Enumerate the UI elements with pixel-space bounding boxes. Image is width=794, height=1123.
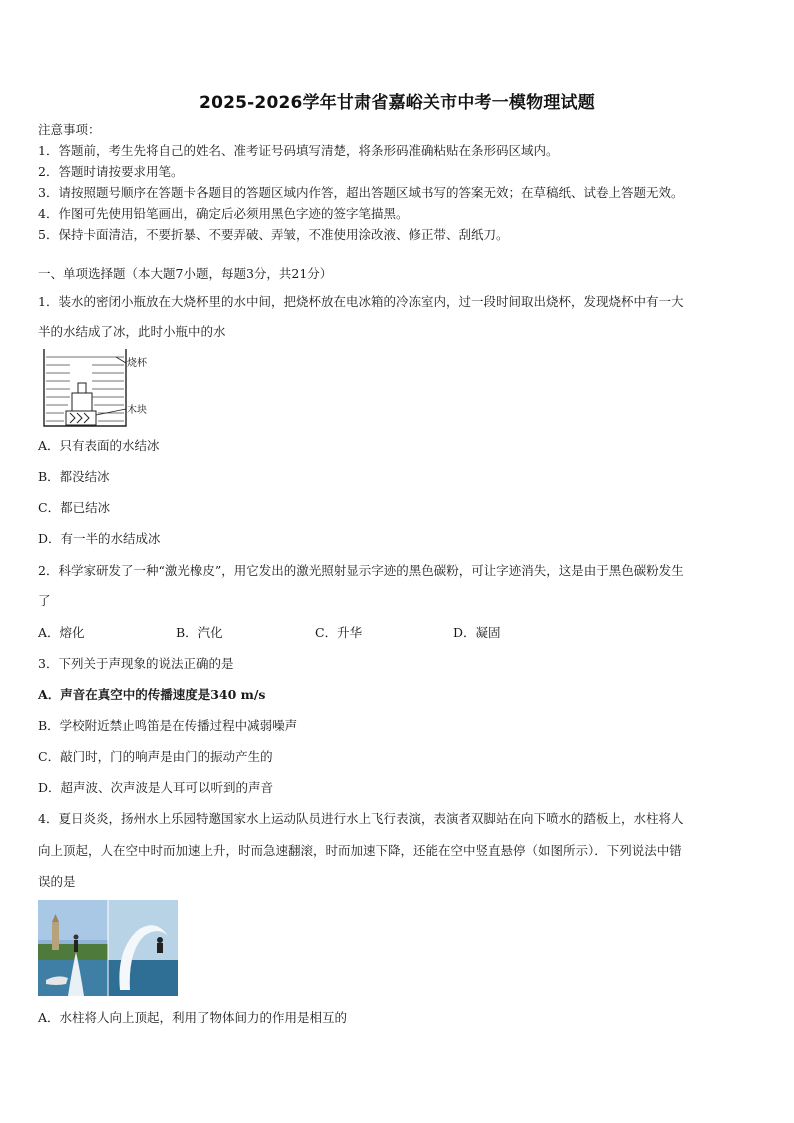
q1-option-b: B．都没结冰: [38, 469, 110, 484]
section-heading: 一、单项选择题（本大题7小题，每题3分，共21分）: [38, 266, 333, 281]
notice-heading: 注意事项：: [38, 122, 101, 137]
q1-option-d: D．有一半的水结成冰: [38, 531, 161, 546]
q3-option-c: C．敲门时，门的响声是由门的振动产生的: [38, 749, 273, 764]
q1-stem-line1: 1．装水的密闭小瓶放在大烧杯里的水中间，把烧杯放在电冰箱的冷冻室内，过一段时间取出烧杯，发现烧杯中有一大: [38, 294, 684, 309]
q2-option-c: C．升华: [315, 625, 363, 640]
q3-option-a: A．声音在真空中的传播速度是340 m/s: [38, 687, 266, 702]
q4-stem-line2: 向上顶起，人在空中时而加速上升，时而急速翻滚，时而加速下降，还能在空中竖直悬停（如图所示）．下列说法中错: [38, 843, 682, 858]
block-label: 木块: [127, 405, 147, 416]
q4-stem-line1: 4．夏日炎炎，扬州水上乐园特邀国家水上运动队员进行水上飞行表演，表演者双脚站在向下喷水的踏板上，水柱将人: [38, 811, 684, 826]
beaker-figure: [40, 347, 160, 429]
page-title: 2025-2026学年甘肃省嘉峪关市中考一模物理试题: [199, 93, 595, 113]
q1-option-a: A．只有表面的水结冰: [38, 438, 160, 453]
q2-options: [38, 625, 758, 641]
q1-option-c: C．都已结冰: [38, 500, 111, 515]
q4-option-a: A．水柱将人向上顶起，利用了物体间力的作用是相互的: [38, 1010, 348, 1025]
notice-item: 4．作图可先使用铅笔画出，确定后必须用黑色字迹的签字笔描黑。: [38, 206, 409, 221]
q1-stem-line2: 半的水结成了冰，此时小瓶中的水: [38, 324, 226, 339]
q2-option-a: A．熔化: [38, 625, 85, 640]
notice-item: 5．保持卡面清洁，不要折暴、不要弄破、弄皱，不准使用涂改液、修正带、刮纸刀。: [38, 227, 509, 242]
q4-stem-line3: 误的是: [38, 874, 76, 889]
notice-item: 1．答题前，考生先将自己的姓名、准考证号码填写清楚，将条形码准确粘贴在条形码区域内。: [38, 143, 559, 158]
q2-stem-line2: 了: [38, 593, 51, 608]
q3-stem: 3．下列关于声现象的说法正确的是: [38, 656, 234, 671]
beaker-label: 烧杯: [127, 358, 147, 369]
q3-option-d: D．超声波、次声波是人耳可以听到的声音: [38, 780, 274, 795]
q2-option-d: D．凝固: [453, 625, 501, 640]
water-flyboard-photos: [38, 900, 178, 996]
notice-item: 2．答题时请按要求用笔。: [38, 164, 184, 179]
q2-option-b: B．汽化: [176, 625, 223, 640]
q2-stem-line1: 2．科学家研发了一种“激光橡皮”，用它发出的激光照射显示字迹的黑色碳粉，可让字迹消失，这是由于黑色碳粉发生: [38, 563, 684, 578]
q3-option-b: B．学校附近禁止鸣笛是在传播过程中减弱噪声: [38, 718, 298, 733]
notice-item: 3．请按照题号顺序在答题卡各题目的答题区域内作答，超出答题区域书写的答案无效；在草稿纸、试卷上答题无效。: [38, 185, 684, 200]
